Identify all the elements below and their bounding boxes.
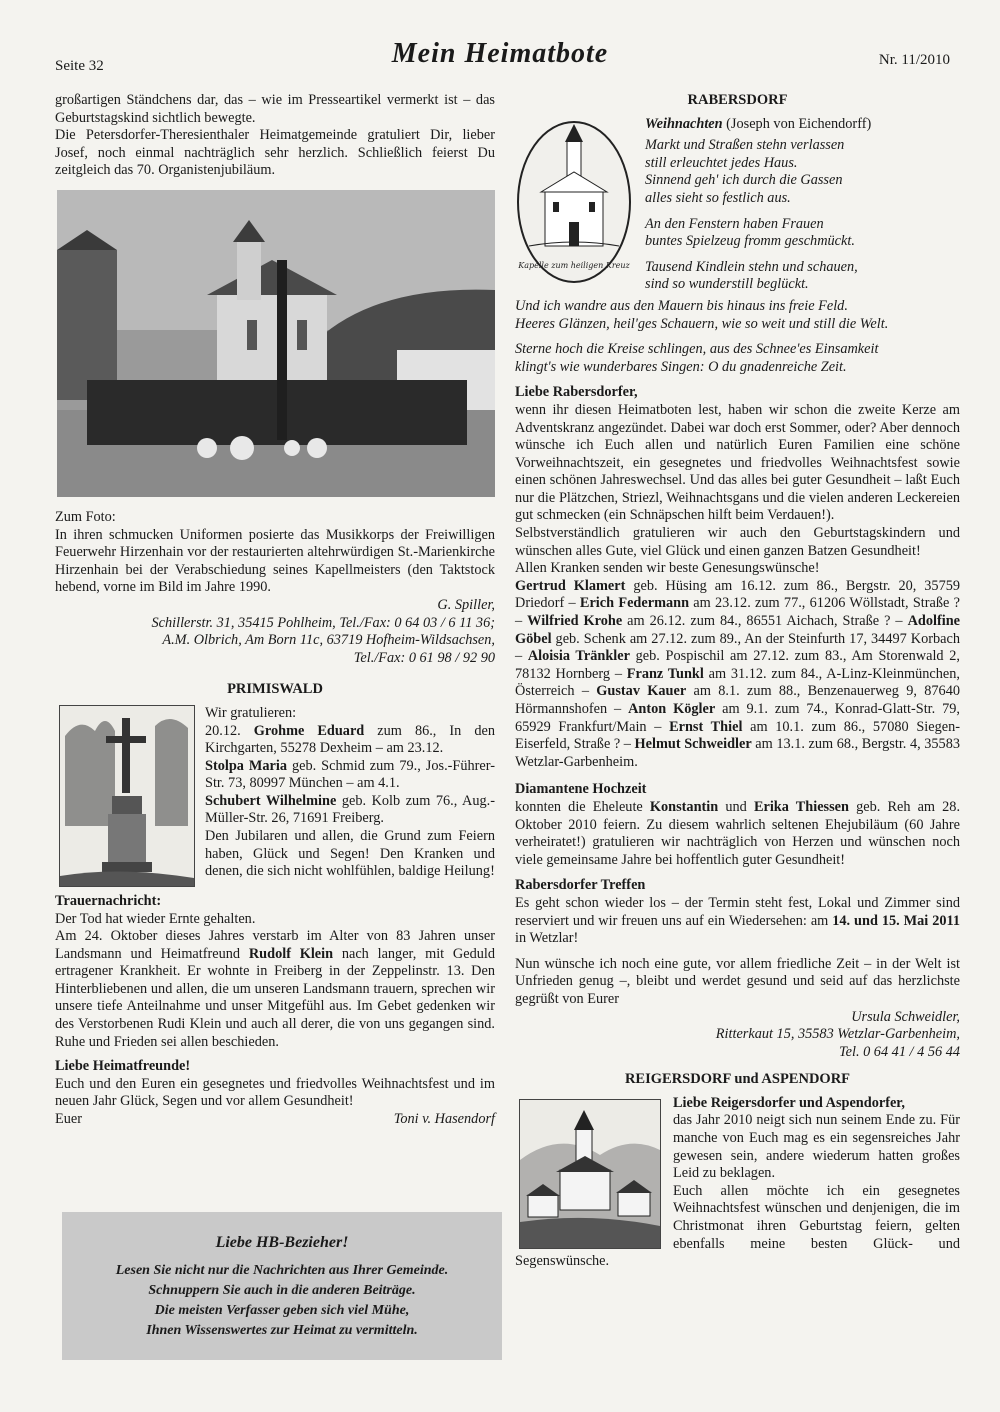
birthday-name: Adolfine Göbel: [515, 613, 961, 647]
newspaper-title: Mein Heimatbote: [391, 38, 609, 69]
reigersdorf-greeting-heading: Liebe Reigersdorfer und Aspendorfer,: [673, 1094, 905, 1111]
hb-notice-title: Liebe HB-Bezieher!: [215, 1234, 349, 1251]
poem-line: Und ich wandre aus den Mauern bis hinaus ins freie Feld.: [515, 297, 848, 314]
birthday-details: zum 86., In den Kirchgarten, 55278 Dexheim – am 23.12.: [205, 722, 495, 757]
poem-title: Weihnachten: [645, 115, 723, 132]
poem-line: buntes Spielzeug fromm geschmückt.: [645, 233, 855, 250]
poem-line: Sinnend geh' ich durch die Gassen: [645, 172, 843, 189]
diamond-text-a: konnten die Eheleute: [515, 798, 643, 815]
issue-number: Nr. 11/2010: [878, 52, 950, 68]
reigersdorf-text-2: Euch allen möchte ich ein gesegnetes Weihnachtsfest wünschen und denjenigen, die im Christmonat ihren Geburtstag feiern, gelten ebenfalls meine besten Glück- und Segenswünsche.: [515, 1182, 960, 1270]
birthday-name: Helmut Schweidler: [634, 736, 752, 753]
wayside-cross-illustration: [59, 705, 195, 887]
poem-line: klingt's wie wunderbares Singen: O du gnadenreiche Zeit.: [515, 358, 847, 375]
birthday-details: geb. Schmid zum 79., Jos.-Führer-Str. 73, 80997 München – am 4.1.: [205, 757, 495, 792]
birthday-details: geb. Schenk am 27.12. zum 89., An der Steinfurth 17, 34497 Korbach –: [515, 630, 960, 665]
poem-line: Sterne hoch die Kreise schlingen, aus des Schnee'es Einsamkeit: [515, 341, 879, 358]
birthday-details: am 23.12. zum 77., 61206 Wöllstadt, Straße ? –: [515, 595, 960, 630]
birthday-name: Schubert Wilhelmine: [205, 792, 337, 809]
birthday-details: am 31.12. zum 84., A-Linz-Kleinmünchen, Österreich –: [515, 665, 960, 700]
birthday-name: Grohme Eduard: [253, 722, 365, 739]
band-photo: [57, 190, 495, 497]
birthday-details: am 26.12. zum 84., 86551 Aichach, Straße ? –: [622, 613, 908, 630]
birthday-name: Stolpa Maria: [205, 757, 288, 774]
poem-line: Markt und Straßen stehn verlassen: [645, 137, 845, 154]
birthday-details: geb. Pospischil am 27.12. zum 83., Am Storenwald 2, 78132 Hornberg –: [515, 648, 960, 682]
rabersdorf-sick: Allen Kranken senden wir beste Genesungswünsche!: [515, 560, 820, 577]
chapel-emblem: [515, 118, 633, 286]
couple-name-1: Konstantin: [649, 798, 719, 815]
page-number: Seite 32: [55, 58, 104, 74]
poem-line: alles sieht so festlich aus.: [645, 189, 791, 206]
couple-name-2: Erika Thiessen: [753, 798, 849, 815]
birthday-name: Gustav Kauer: [596, 683, 687, 700]
rabersdorf-greeting-heading: Liebe Rabersdorfer,: [515, 384, 638, 401]
birthday-name: Wilfried Krohe: [527, 613, 623, 630]
rabersdorf-greeting: wenn ihr diesen Heimatboten lest, haben wir schon die zweite Kerze am Adventskranz angezündet. Dabei war doch erst Sommer, oder? Aber dennoch wünsche ich Euch allen und natürlich Euren Familien eine schöne Vorweihnachtszeit, ein gesegnetes und friedvolles Weihnachtsfest sowie einen schönen Jahreswechsel. Und das alles bei guter Gesundheit – laßt Euch nur die Plätzchen, Striezl, Weihnachtsgans und die vielen anderen Leckereien gut schmecken (ein Schnäpschen hilft beim Verdauen!).: [515, 401, 960, 524]
photo-address-1: Schillerstr. 31, 35415 Pohlheim, Tel./Fax: 0 64 03 / 6 11 36;: [151, 614, 495, 631]
treffen-text-b: in Wetzlar!: [515, 930, 579, 947]
intro-paragraph-2: Die Petersdorfer-Theresienthaler Heimatgemeinde gratuliert Dir, lieber Josef, noch einmal nachträglich sehr herzlich. Schließlich feierst Du zeitgleich das 70. Organistenjubiläum.: [55, 127, 495, 179]
heimatfreunde-sign-line: [55, 1111, 495, 1129]
left-column: [55, 92, 495, 1129]
poem-line: Tausend Kindlein stehn und schauen,: [645, 258, 858, 275]
photo-caption: In ihren schmucken Uniformen posierte das Musikkorps der Freiwilligen Feuerwehr Hirzenhain vor der restaurierten altehrwürdigen St.-Marienkirche Hirzenhain bei der Verabschiedung seines Kapellmeisters (den Taktstock hebend, vorne im Bild im Jahre 1990.: [55, 526, 495, 596]
heimatfreunde-signature: Toni v. Hasendorf: [393, 1111, 495, 1128]
trauer-heading: Trauernachricht:: [55, 892, 162, 909]
trauer-paragraph: [55, 928, 495, 1051]
photo-address-3: Tel./Fax: 0 61 98 / 92 90: [353, 649, 495, 666]
diamond-und: und: [725, 798, 747, 815]
poem-line: still erleuchtet jedes Haus.: [645, 154, 798, 171]
hb-notice-line: Schnuppern Sie auch in die anderen Beiträge.: [148, 1283, 416, 1298]
birthday-name: Aloisia Tränkler: [527, 648, 630, 665]
treffen-text-a: Es geht schon wieder los – der Termin steht fest, Lokal und Zimmer sind reserviert und wir freuen uns auf ein Wiedersehen: am: [515, 894, 960, 929]
heimatfreunde-text: Euch und den Euren ein gesegnetes und friedvolles Weihnachtsfest und im neuen Jahr Glück, Segen und vor allem Gesundheit!: [55, 1075, 495, 1110]
birthday-details: am 8.1. zum 88., Benzenauerweg 9, 87640 Hörmannshofen –: [515, 683, 960, 717]
birthday-name: Anton Kögler: [628, 701, 716, 717]
heimatfreunde-heading: Liebe Heimatfreunde!: [55, 1058, 191, 1075]
hb-notice-line: Ihnen Wissenswertes zur Heimat zu vermitteln.: [146, 1323, 418, 1338]
wayside-cross-icon: [60, 706, 194, 886]
right-column: [515, 92, 960, 1271]
hb-notice-line: Lesen Sie nicht nur die Nachrichten aus Ihrer Gemeinde.: [115, 1263, 449, 1278]
birthday-details: am 9.1. zum 74., Konrad-Glatt-Str. 79, 65929 Frankfurt/Main –: [515, 701, 960, 735]
reigersdorf-heading: REIGERSDORF und ASPENDORF: [624, 1071, 851, 1088]
poem-line: Heeres Glänzen, heil'ges Schauern, wie so weit und still die Welt.: [515, 315, 889, 332]
poem-author: (Joseph von Eichendorff): [726, 115, 872, 132]
trauer-text-a: Am 24. Oktober dieses Jahres verstarb im Alter von 83 Jahren unser Landsmann und Heimatfreund: [55, 928, 495, 962]
closing-address: Ritterkaut 15, 35583 Wetzlar-Garbenheim,: [715, 1026, 960, 1043]
chapel-icon: [515, 118, 633, 286]
photo-signature: G. Spiller,: [437, 596, 495, 613]
birthday-details: am 10.1. zum 86., 57080 Siegen-Eiserfeld, Straße ? –: [515, 718, 960, 753]
birthday-date: 20.12.: [205, 722, 241, 739]
primiswald-wishes: Den Jubilaren und allen, die Grund zum Feiern haben, Glück und Segen! Den Kranken und denen, die sich nicht wohlfühlen, baldige Heilung!: [205, 828, 495, 880]
poem-line: sind so wunderstill beglückt.: [645, 276, 809, 293]
trauer-line-1: Der Tod hat wieder Ernte gehalten.: [55, 910, 256, 927]
primiswald-heading: PRIMISWALD: [227, 681, 323, 698]
rabersdorf-birthday-list: [515, 578, 960, 772]
birthday-name: Franz Tunkl: [626, 665, 704, 682]
photo-address-2: A.M. Olbrich, Am Born 11c, 63719 Hofheim-Wildsachsen,: [162, 632, 495, 649]
poem-line: An den Fenstern haben Frauen: [645, 215, 824, 232]
heimatfreunde-euer: Euer: [55, 1111, 82, 1128]
treffen-heading: Rabersdorfer Treffen: [515, 877, 646, 894]
rabersdorf-birthdays: Selbstverständlich gratulieren wir auch den Geburtstagskindern und wünschen alles Gute, viel Glück und einen ganzen Batzen Gesundheit!: [515, 525, 960, 559]
primiswald-intro: Wir gratulieren:: [205, 704, 297, 721]
diamond-wedding-text: [515, 799, 960, 869]
birthday-details: geb. Hüsing am 16.12. zum 86., Bergstr. 20, 35759 Driedorf –: [515, 577, 961, 612]
birthday-name: Gertrud Klamert: [515, 577, 626, 594]
diamond-wedding-heading: Diamantene Hochzeit: [515, 781, 647, 798]
diamond-text-b: geb. Reh am 28. Oktober 2010 feiern. Zu diesem wahrlich seltenen Ehejubiläum (60 Jahre verheiratet!) gratulieren wir nachträglich von Herzen und wünschen noch viele gemeinsame Jahre bei hoffentlich guter Gesundheit!: [515, 798, 961, 868]
closing-phone: Tel. 0 64 41 / 4 56 44: [838, 1043, 960, 1060]
hb-notice-box: [62, 1212, 502, 1360]
birthday-details: am 13.1. zum 68., Bergstr. 4, 35583 Wetzlar-Garbenheim.: [515, 736, 960, 770]
closing-signature: Ursula Schweidler,: [851, 1008, 960, 1025]
hb-notice-line: Die meisten Verfasser geben sich viel Mühe,: [154, 1303, 410, 1318]
emblem-caption: Kapelle zum heiligen Kreuz: [518, 260, 630, 270]
birthday-name: Erich Federmann: [579, 595, 690, 612]
treffen-text: [515, 895, 960, 948]
village-church-illustration: [519, 1099, 661, 1249]
reigersdorf-text-1: das Jahr 2010 neigt sich nun seinem Ende zu. Für manche von Euch mag es ein segensreiches Jahr gewesen sein, andere wiederum hatten großes Leid zu beklagen.: [673, 1112, 960, 1182]
photo-caption-label: Zum Foto:: [55, 508, 116, 525]
birthday-details: geb. Kolb zum 76., Aug.-Müller-Str. 26, 71691 Freiberg.: [205, 792, 495, 827]
closing-text: Nun wünsche ich noch eine gute, vor allem friedliche Zeit – in der Welt ist Unfrieden genug –, bleibt und werdet gesund und seid auf das herzlichste gegrüßt von Eurer: [515, 955, 960, 1007]
birthday-name: Ernst Thiel: [669, 718, 743, 735]
village-church-icon: [520, 1100, 660, 1248]
intro-paragraph-1: großartigen Ständchens dar, das – wie im Presseartikel vermerkt ist – das Geburtstagskind sichtlich bewegte.: [55, 92, 495, 126]
band-photo-image: [57, 190, 495, 497]
deceased-name: Rudolf Klein: [248, 945, 334, 962]
rabersdorf-heading: RABERSDORF: [687, 92, 788, 108]
treffen-date: 14. und 15. Mai 2011: [832, 912, 960, 929]
trauer-text-b: nach langer, mit Geduld ertragener Krankheit. Er wohnte in Freiberg in der Zeppelinstr. 13. Den Hinterbliebenen und allen, die um unseren Landsmann trauern, sprechen wir unsere tiefe Anteilnahme und unser Mitgefühl aus. Im Gebet gedenken wir des Verstorbenen Rudi Klein und auch all derer, die von uns gegangen sind. Ruhe und Frieden sei allen beschieden.: [55, 945, 495, 1050]
